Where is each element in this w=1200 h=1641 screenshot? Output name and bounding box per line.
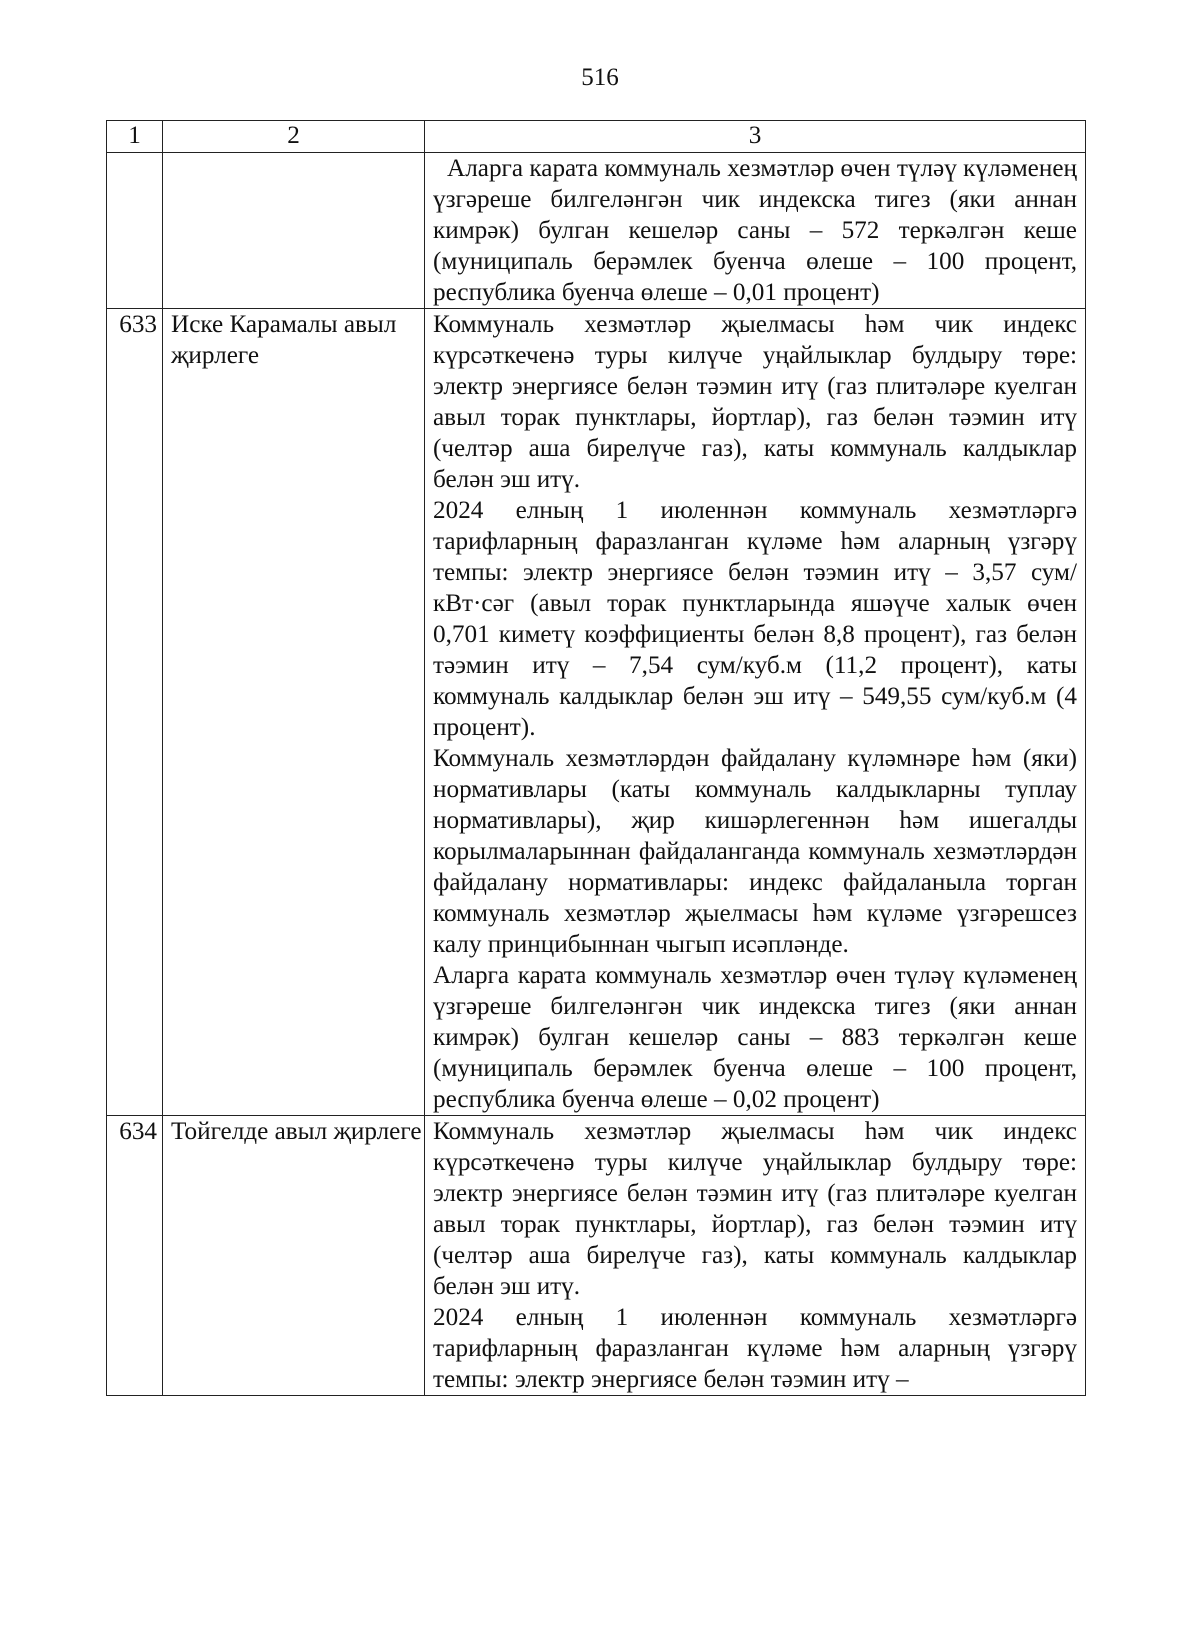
row-number xyxy=(107,153,163,309)
settlement-name: Иске Карамалы авыл җирлеге xyxy=(163,309,425,1116)
paragraph: Коммуналь хезмәтләрдән файдалану күләмнәре һәм (яки) нормативлары (каты коммуналь калдыкларны туплау нормативлары), җир кишәрлегеннән һәм ишегалды корылмаларыннан файдаланганда коммуналь хезмәтләрдән файдалану нормативлары: индекс файдаланыла торган коммуналь хезмәтләр җыелмасы һәм күләме үзгәрешсез калу принцибыннан чыгып исәпләнде. xyxy=(433,745,1077,958)
paragraph: Аларга карата коммуналь хезмәтләр өчен түләү күләменең үзгәреше билгеләнгән чик индекска тигез (яки аннан кимрәк) булган кешеләр саны – 883 теркәлгән кеше (муниципаль берәмлек буенча өлеше – 100 процент, республика буенча өлеше – 0,02 процент) xyxy=(433,962,1077,1113)
table-row xyxy=(107,1116,1086,1396)
column-header-1: 1 xyxy=(107,121,163,153)
description-cell xyxy=(425,309,1086,1116)
paragraph: Аларга карата коммуналь хезмәтләр өчен түләү күләменең үзгәреше билгеләнгән чик индекска тигез (яки аннан кимрәк) булган кешеләр саны – 572 теркәлгән кеше (муниципаль берәмлек буенча өлеше – 100 процент, республика буенча өлеше – 0,01 процент) xyxy=(433,155,1077,306)
paragraph: Коммуналь хезмәтләр җыелмасы һәм чик индекс күрсәткеченә туры килүче уңайлыклар булдыру төре: электр энергиясе белән тәэмин итү (газ плитәләре куелган авыл торак пунктлары, йортлар), газ белән тәэмин итү (челтәр аша бирелүче газ), каты коммуналь калдыклар белән эш итү. xyxy=(433,1118,1077,1300)
paragraph: 2024 елның 1 июленнән коммуналь хезмәтләргә тарифларның фаразланган күләме һәм аларның үзгәрү темпы: электр энергиясе белән тәэмин итү – 3,57 сум/кВт·сәг (авыл торак пунктларында яшәүче халык өчен 0,701 киметү коэффициенты белән 8,8 процент), газ белән тәэмин итү – 7,54 сум/куб.м (11,2 процент), каты коммуналь калдыклар белән эш итү – 549,55 сум/куб.м (4 процент). xyxy=(433,497,1077,741)
column-header-2: 2 xyxy=(163,121,425,153)
table-header-row xyxy=(107,121,1086,153)
paragraph: 2024 елның 1 июленнән коммуналь хезмәтләргә тарифларның фаразланган күләме һәм аларның үзгәрү темпы: электр энергиясе белән тәэмин итү – xyxy=(433,1304,1077,1393)
column-header-3: 3 xyxy=(425,121,1086,153)
settlement-name: Тойгелде авыл җирлеге xyxy=(163,1116,425,1396)
table-row xyxy=(107,309,1086,1116)
page-number: 516 xyxy=(581,64,619,91)
settlement-name xyxy=(163,153,425,309)
description-cell xyxy=(425,1116,1086,1396)
row-number: 633 xyxy=(107,309,163,1116)
data-table xyxy=(106,120,1086,1396)
description-cell xyxy=(425,153,1086,309)
row-number: 634 xyxy=(107,1116,163,1396)
paragraph: Коммуналь хезмәтләр җыелмасы һәм чик индекс күрсәткеченә туры килүче уңайлыклар булдыру төре: электр энергиясе белән тәэмин итү (газ плитәләре куелган авыл торак пунктлары, йортлар), газ белән тәэмин итү (челтәр аша бирелүче газ), каты коммуналь калдыклар белән эш итү. xyxy=(433,311,1077,493)
table-row xyxy=(107,153,1086,309)
